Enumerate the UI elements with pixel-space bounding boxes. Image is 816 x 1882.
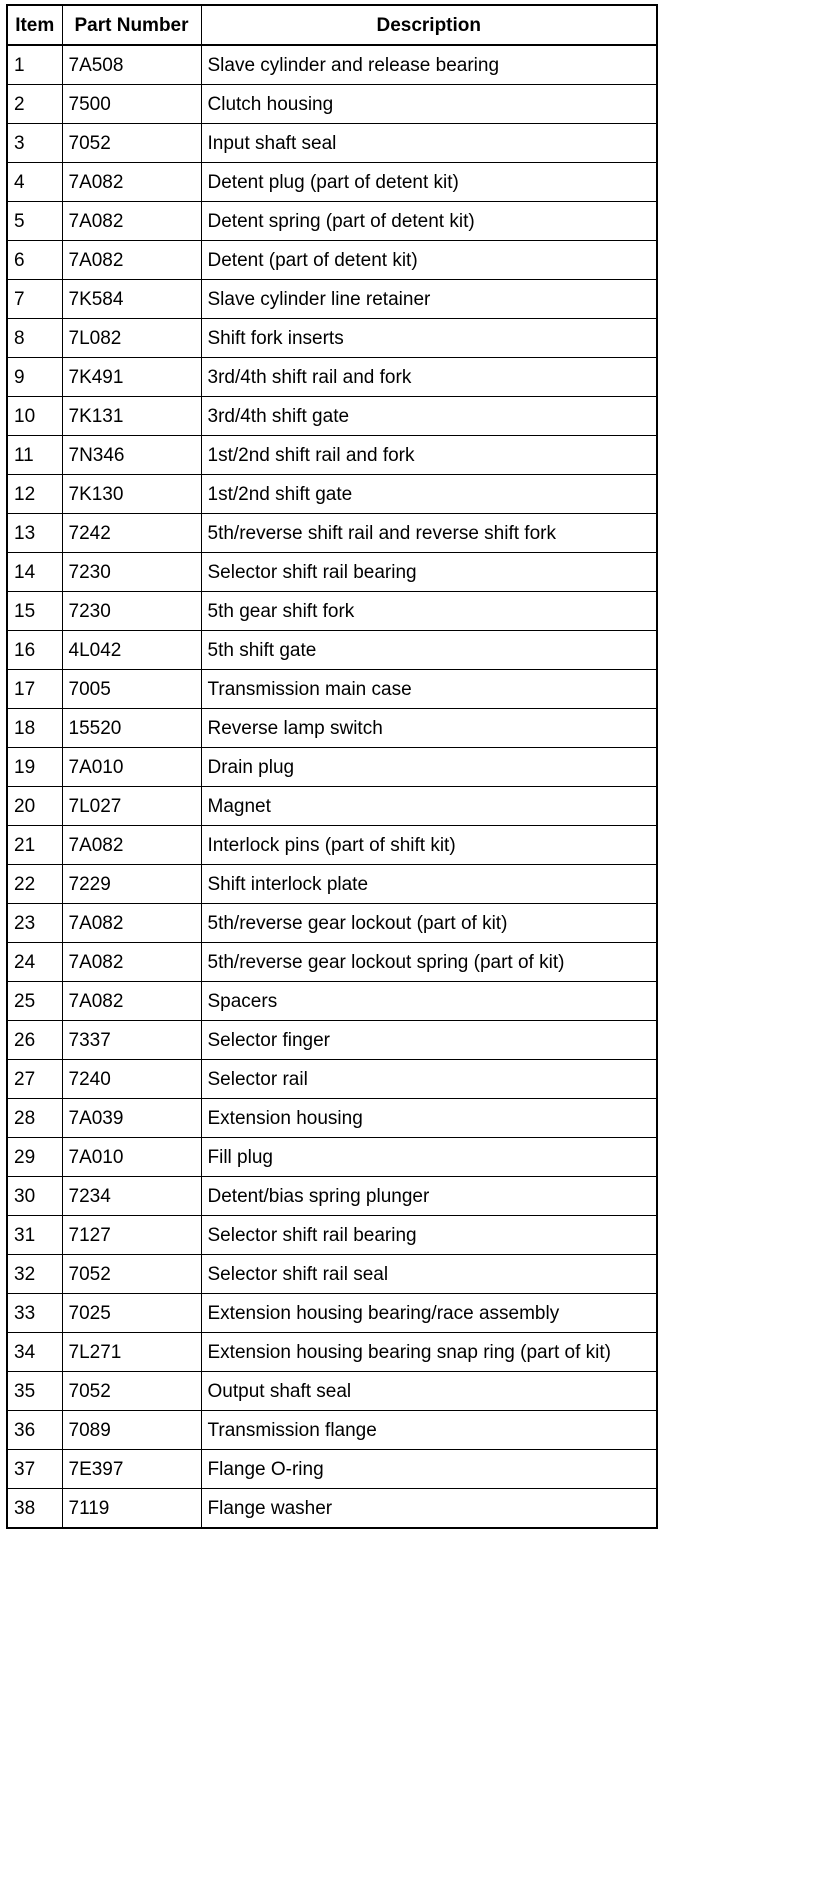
part-number-cell: 7234 [62,1177,201,1216]
table-row [7,748,657,787]
description-cell: Reverse lamp switch [201,709,657,748]
table-row [7,1021,657,1060]
table-body [7,45,657,1528]
table-row [7,514,657,553]
table-row [7,1255,657,1294]
description-cell: Clutch housing [201,85,657,124]
item-cell: 32 [7,1255,62,1294]
part-number-cell: 7N346 [62,436,201,475]
item-cell: 8 [7,319,62,358]
description-cell: Detent plug (part of detent kit) [201,163,657,202]
part-number-cell: 7005 [62,670,201,709]
item-cell: 21 [7,826,62,865]
part-number-cell: 7L271 [62,1333,201,1372]
item-cell: 18 [7,709,62,748]
table-row [7,1411,657,1450]
part-number-cell: 7K584 [62,280,201,319]
item-cell: 12 [7,475,62,514]
table-row [7,592,657,631]
table-row [7,1372,657,1411]
description-cell: 5th/reverse gear lockout spring (part of kit) [201,943,657,982]
description-cell: Flange O-ring [201,1450,657,1489]
part-number-cell: 7119 [62,1489,201,1529]
description-cell: Extension housing bearing/race assembly [201,1294,657,1333]
table-header [7,5,657,45]
table-row [7,358,657,397]
part-number-cell: 7K491 [62,358,201,397]
description-cell: 5th gear shift fork [201,592,657,631]
table-row [7,280,657,319]
description-cell: Detent spring (part of detent kit) [201,202,657,241]
table-row [7,826,657,865]
part-number-cell: 7A508 [62,45,201,85]
table-row [7,709,657,748]
item-cell: 24 [7,943,62,982]
part-number-cell: 7K130 [62,475,201,514]
description-cell: Transmission flange [201,1411,657,1450]
part-number-cell: 7L027 [62,787,201,826]
item-cell: 29 [7,1138,62,1177]
table-row [7,1450,657,1489]
item-cell: 10 [7,397,62,436]
part-number-cell: 15520 [62,709,201,748]
table-row [7,1333,657,1372]
part-number-cell: 7A082 [62,943,201,982]
item-cell: 34 [7,1333,62,1372]
description-cell: Extension housing [201,1099,657,1138]
table-row [7,1060,657,1099]
table-row [7,1489,657,1529]
item-cell: 7 [7,280,62,319]
table-row [7,631,657,670]
table-row [7,670,657,709]
table-row [7,436,657,475]
header-row [7,5,657,45]
table-row [7,553,657,592]
table-row [7,1099,657,1138]
table-row [7,202,657,241]
item-cell: 3 [7,124,62,163]
item-cell: 4 [7,163,62,202]
description-cell: 5th/reverse shift rail and reverse shift fork [201,514,657,553]
part-number-cell: 7052 [62,1372,201,1411]
header-description: Description [201,5,657,45]
description-cell: Magnet [201,787,657,826]
item-cell: 23 [7,904,62,943]
description-cell: Transmission main case [201,670,657,709]
item-cell: 25 [7,982,62,1021]
part-number-cell: 7089 [62,1411,201,1450]
description-cell: Detent/bias spring plunger [201,1177,657,1216]
part-number-cell: 7127 [62,1216,201,1255]
description-cell: 3rd/4th shift gate [201,397,657,436]
part-number-cell: 7L082 [62,319,201,358]
item-cell: 26 [7,1021,62,1060]
description-cell: Selector shift rail seal [201,1255,657,1294]
table-row [7,1177,657,1216]
description-cell: 5th shift gate [201,631,657,670]
table-row [7,1294,657,1333]
item-cell: 35 [7,1372,62,1411]
item-cell: 28 [7,1099,62,1138]
part-number-cell: 7A010 [62,1138,201,1177]
part-number-cell: 7025 [62,1294,201,1333]
table-row [7,1216,657,1255]
part-number-cell: 4L042 [62,631,201,670]
description-cell: Detent (part of detent kit) [201,241,657,280]
table-row [7,241,657,280]
table-row [7,865,657,904]
part-number-cell: 7E397 [62,1450,201,1489]
item-cell: 1 [7,45,62,85]
item-cell: 36 [7,1411,62,1450]
part-number-cell: 7A082 [62,241,201,280]
parts-table [6,4,658,1529]
description-cell: Input shaft seal [201,124,657,163]
table-row [7,982,657,1021]
part-number-cell: 7229 [62,865,201,904]
table-row [7,943,657,982]
table-row [7,319,657,358]
description-cell: Selector finger [201,1021,657,1060]
item-cell: 33 [7,1294,62,1333]
item-cell: 14 [7,553,62,592]
item-cell: 19 [7,748,62,787]
item-cell: 37 [7,1450,62,1489]
part-number-cell: 7A082 [62,904,201,943]
table-row [7,787,657,826]
description-cell: Slave cylinder line retainer [201,280,657,319]
item-cell: 15 [7,592,62,631]
part-number-cell: 7A039 [62,1099,201,1138]
description-cell: 1st/2nd shift gate [201,475,657,514]
description-cell: Spacers [201,982,657,1021]
description-cell: 1st/2nd shift rail and fork [201,436,657,475]
table-row [7,904,657,943]
header-item: Item [7,5,62,45]
part-number-cell: 7A082 [62,826,201,865]
table-row [7,163,657,202]
description-cell: Drain plug [201,748,657,787]
description-cell: Slave cylinder and release bearing [201,45,657,85]
table-row [7,124,657,163]
item-cell: 11 [7,436,62,475]
description-cell: Selector shift rail bearing [201,1216,657,1255]
part-number-cell: 7052 [62,124,201,163]
part-number-cell: 7500 [62,85,201,124]
item-cell: 31 [7,1216,62,1255]
item-cell: 16 [7,631,62,670]
item-cell: 5 [7,202,62,241]
table-row [7,45,657,85]
item-cell: 22 [7,865,62,904]
header-part-number: Part Number [62,5,201,45]
description-cell: Selector rail [201,1060,657,1099]
part-number-cell: 7230 [62,553,201,592]
item-cell: 27 [7,1060,62,1099]
table-row [7,475,657,514]
part-number-cell: 7A082 [62,202,201,241]
item-cell: 6 [7,241,62,280]
part-number-cell: 7242 [62,514,201,553]
part-number-cell: 7A082 [62,982,201,1021]
part-number-cell: 7230 [62,592,201,631]
description-cell: Extension housing bearing snap ring (part of kit) [201,1333,657,1372]
part-number-cell: 7A082 [62,163,201,202]
description-cell: Selector shift rail bearing [201,553,657,592]
item-cell: 13 [7,514,62,553]
description-cell: Shift fork inserts [201,319,657,358]
item-cell: 38 [7,1489,62,1529]
table-row [7,85,657,124]
part-number-cell: 7A010 [62,748,201,787]
item-cell: 2 [7,85,62,124]
table-row [7,397,657,436]
description-cell: 5th/reverse gear lockout (part of kit) [201,904,657,943]
description-cell: Fill plug [201,1138,657,1177]
item-cell: 9 [7,358,62,397]
description-cell: Output shaft seal [201,1372,657,1411]
part-number-cell: 7240 [62,1060,201,1099]
part-number-cell: 7K131 [62,397,201,436]
description-cell: Flange washer [201,1489,657,1529]
description-cell: Interlock pins (part of shift kit) [201,826,657,865]
item-cell: 30 [7,1177,62,1216]
table-row [7,1138,657,1177]
description-cell: Shift interlock plate [201,865,657,904]
item-cell: 20 [7,787,62,826]
part-number-cell: 7337 [62,1021,201,1060]
part-number-cell: 7052 [62,1255,201,1294]
description-cell: 3rd/4th shift rail and fork [201,358,657,397]
item-cell: 17 [7,670,62,709]
